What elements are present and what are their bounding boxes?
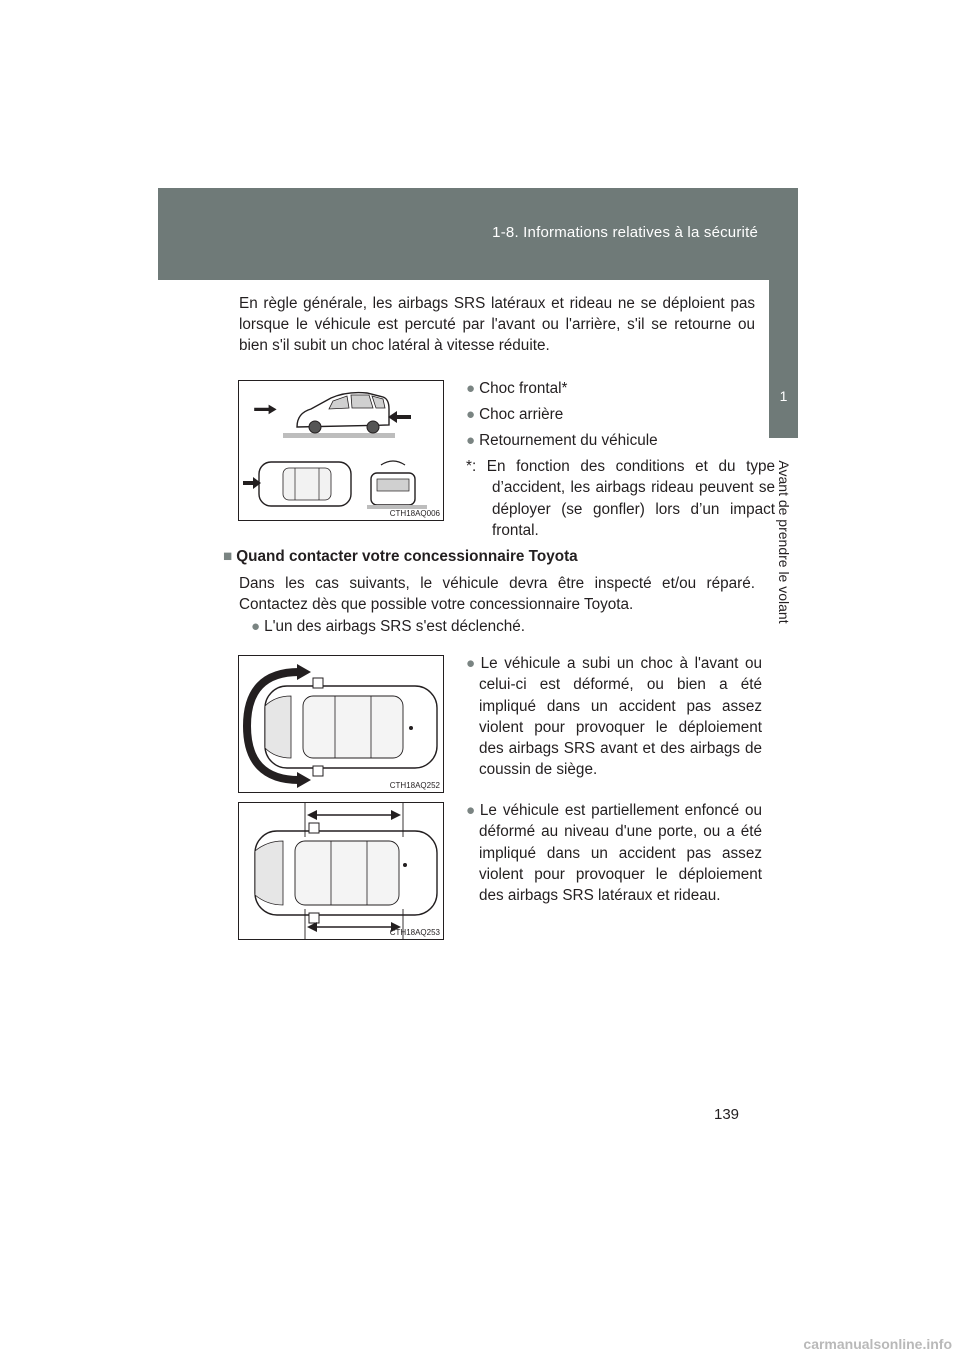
watermark: carmanualsonline.info [803, 1336, 952, 1352]
figure-side-impact [238, 802, 444, 940]
section-heading: ■ Quand contacter votre concessionnaire Toyota [223, 548, 578, 565]
figure-code: CTH18AQ252 [389, 781, 440, 790]
list-item: ● L'un des airbags SRS s'est déclenché. [251, 618, 526, 635]
square-bullet-icon: ■ [223, 548, 233, 565]
list-item: ● Le véhicule a subi un choc à l'avant ou celui-ci est déformé, ou bien a été impliqué dans un accident pas assez violent pour provoquer le déploiement des airbags SRS avant et des airbags de coussin de siège. [466, 655, 762, 779]
header-band [158, 188, 798, 280]
figure-code: CTH18AQ253 [389, 928, 440, 937]
bullet-icon: ● [466, 380, 476, 397]
footnote: *: En fonction des conditions et du type d’accident, les airbags rideau peuvent se déployer (se gonfler) lors d’un impact frontal. [466, 458, 775, 539]
chapter-tab [769, 280, 798, 438]
car-collision-illustration [239, 381, 444, 521]
list-item: ● Le véhicule est partiellement enfoncé ou déformé au niveau d'une porte, ou a été impliqué dans un accident pas assez violent pour provoquer le déploiement des airbags SRS latéraux et rideau. [466, 802, 762, 905]
car-side-impact-illustration [239, 803, 444, 940]
chapter-number: 1 [779, 388, 788, 404]
bullet-icon: ● [251, 618, 261, 635]
page-number: 139 [714, 1106, 740, 1123]
section-title: 1-8. Informations relatives à la sécurité [492, 224, 758, 241]
list-item: ● Choc frontal* [466, 380, 568, 397]
intro-paragraph: En règle générale, les airbags SRS latéraux et rideau ne se déploient pas lorsque le véhicule est percuté par l'avant ou l'arrière, s'il se retourne ou bien s'il subit un choc latéral à vitesse réduite. [239, 295, 755, 354]
chapter-label-text: Avant de prendre le volant [776, 460, 792, 624]
list-item: ● Retournement du véhicule [466, 432, 658, 449]
figure-code: CTH18AQ006 [389, 509, 440, 518]
bullet-icon: ● [466, 802, 477, 819]
section-paragraph: Dans les cas suivants, le véhicule devra être inspecté et/ou réparé. Contactez dès que possible votre concessionnaire Toyota. [239, 575, 755, 613]
figure-front-impact [238, 655, 444, 793]
figure-no-deploy [238, 380, 444, 521]
bullet-icon: ● [466, 655, 478, 672]
bullet-icon: ● [466, 432, 476, 449]
list-item: ● Choc arrière [466, 406, 564, 423]
car-front-impact-illustration [239, 656, 444, 793]
bullet-icon: ● [466, 406, 476, 423]
